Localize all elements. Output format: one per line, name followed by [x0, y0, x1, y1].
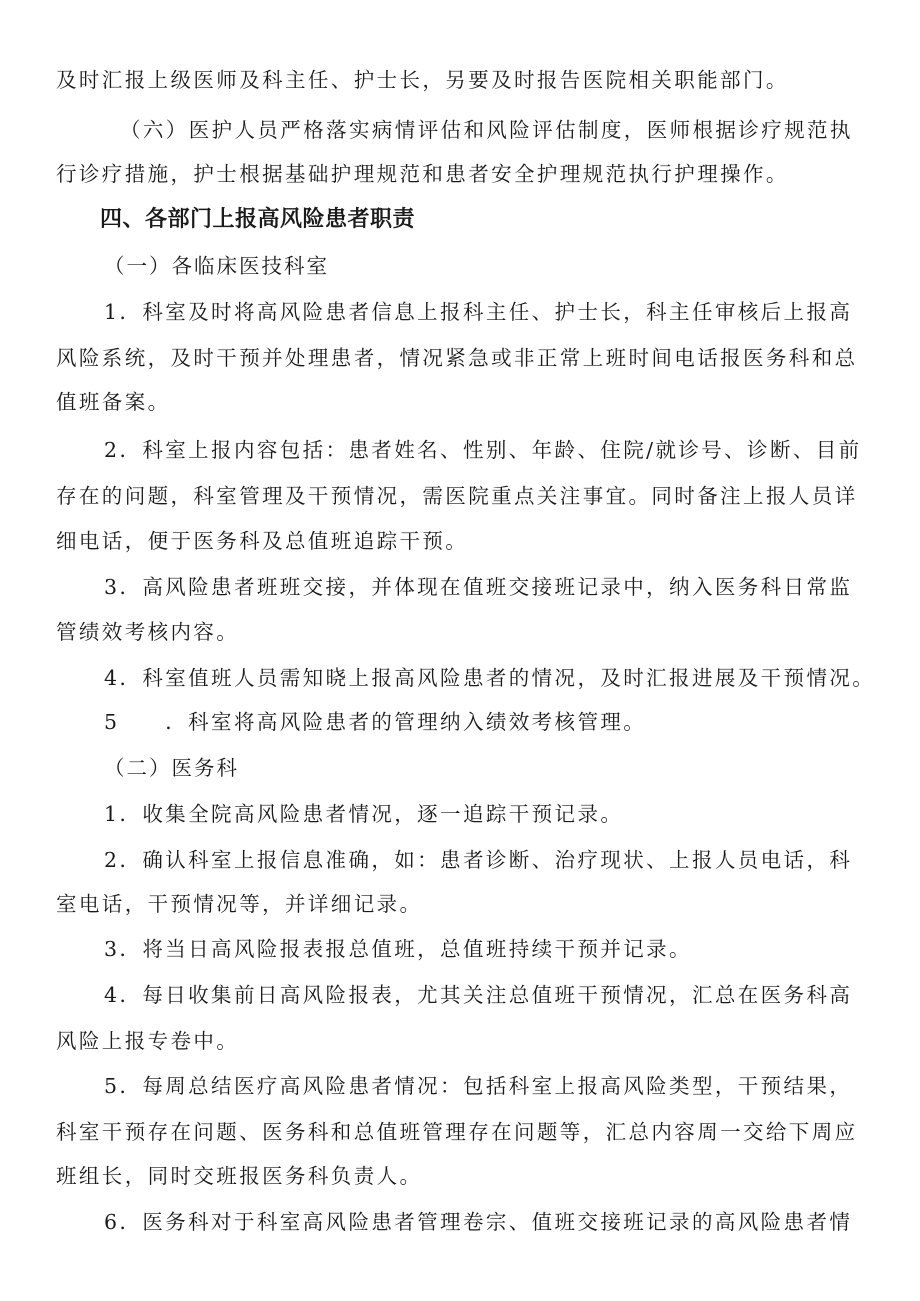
text-line: 细电话，便于医务科及总值班追踪干预。 — [56, 529, 469, 553]
text-line: 4．科室值班人员需知晓上报高风险患者的情况，及时汇报进展及干预情况。 — [104, 666, 876, 690]
section-heading: 四、各部门上报高风险患者职责 — [100, 207, 416, 232]
text-line: 风险系统，及时干预并处理患者，情况紧急或非正常上班时间电话报医务科和总 — [56, 346, 858, 370]
text-line: （六）医护人员严格落实病情评估和风险评估制度，医师根据诊疗规范执 — [120, 118, 853, 142]
subsection-heading: （一）各临床医技科室 — [104, 254, 329, 278]
text-line: 行诊疗措施，护士根据基础护理规范和患者安全护理规范执行护理操作。 — [56, 162, 789, 186]
text-line: 科室干预存在问题、医务科和总值班管理存在问题等，汇总内容周一交给下周应 — [56, 1120, 858, 1144]
text-line: 及时汇报上级医师及科主任、护士长，另要及时报告医院相关职能部门。 — [56, 68, 789, 92]
text-line: 3．高风险患者班班交接，并体现在值班交接班记录中，纳入医务科日常监 — [104, 575, 853, 599]
text-line: 值班备案。 — [56, 390, 171, 414]
text-line: 室电话，干预情况等，并详细记录。 — [56, 892, 423, 916]
text-line: 4．每日收集前日高风险报表，尤其关注总值班干预情况，汇总在医务科高 — [104, 983, 853, 1007]
text-line: 2．科室上报内容包括：患者姓名、性别、年龄、住院/就诊号、诊断、目前 — [104, 438, 862, 462]
text-line: 5．每周总结医疗高风险患者情况：包括科室上报高风险类型，干预结果， — [104, 1074, 853, 1098]
text-line: 存在的问题，科室管理及干预情况，需医院重点关注事宜。同时备注上报人员详 — [56, 484, 858, 508]
text-line: 管绩效考核内容。 — [56, 620, 240, 644]
text-line: 班组长，同时交班报医务科负责人。 — [56, 1164, 423, 1188]
subsection-heading: （二）医务科 — [104, 756, 239, 780]
text-line: 1．科室及时将高风险患者信息上报科主任、护士长，科主任审核后上报高 — [104, 300, 853, 324]
text-line: 2．确认科室上报信息准确，如：患者诊断、治疗现状、上报人员电话，科 — [104, 848, 853, 872]
text-line: 风险上报专卷中。 — [56, 1029, 240, 1053]
text-line: 1．收集全院高风险患者情况，逐一追踪干预记录。 — [104, 802, 624, 826]
text-line: 3．将当日高风险报表报总值班，总值班持续干预并记录。 — [104, 937, 692, 961]
text-line: 6．医务科对于科室高风险患者管理卷宗、值班交接班记录的高风险患者情 — [104, 1210, 853, 1234]
text-line: 5 ．科室将高风险患者的管理纳入绩效考核管理。 — [104, 710, 647, 734]
